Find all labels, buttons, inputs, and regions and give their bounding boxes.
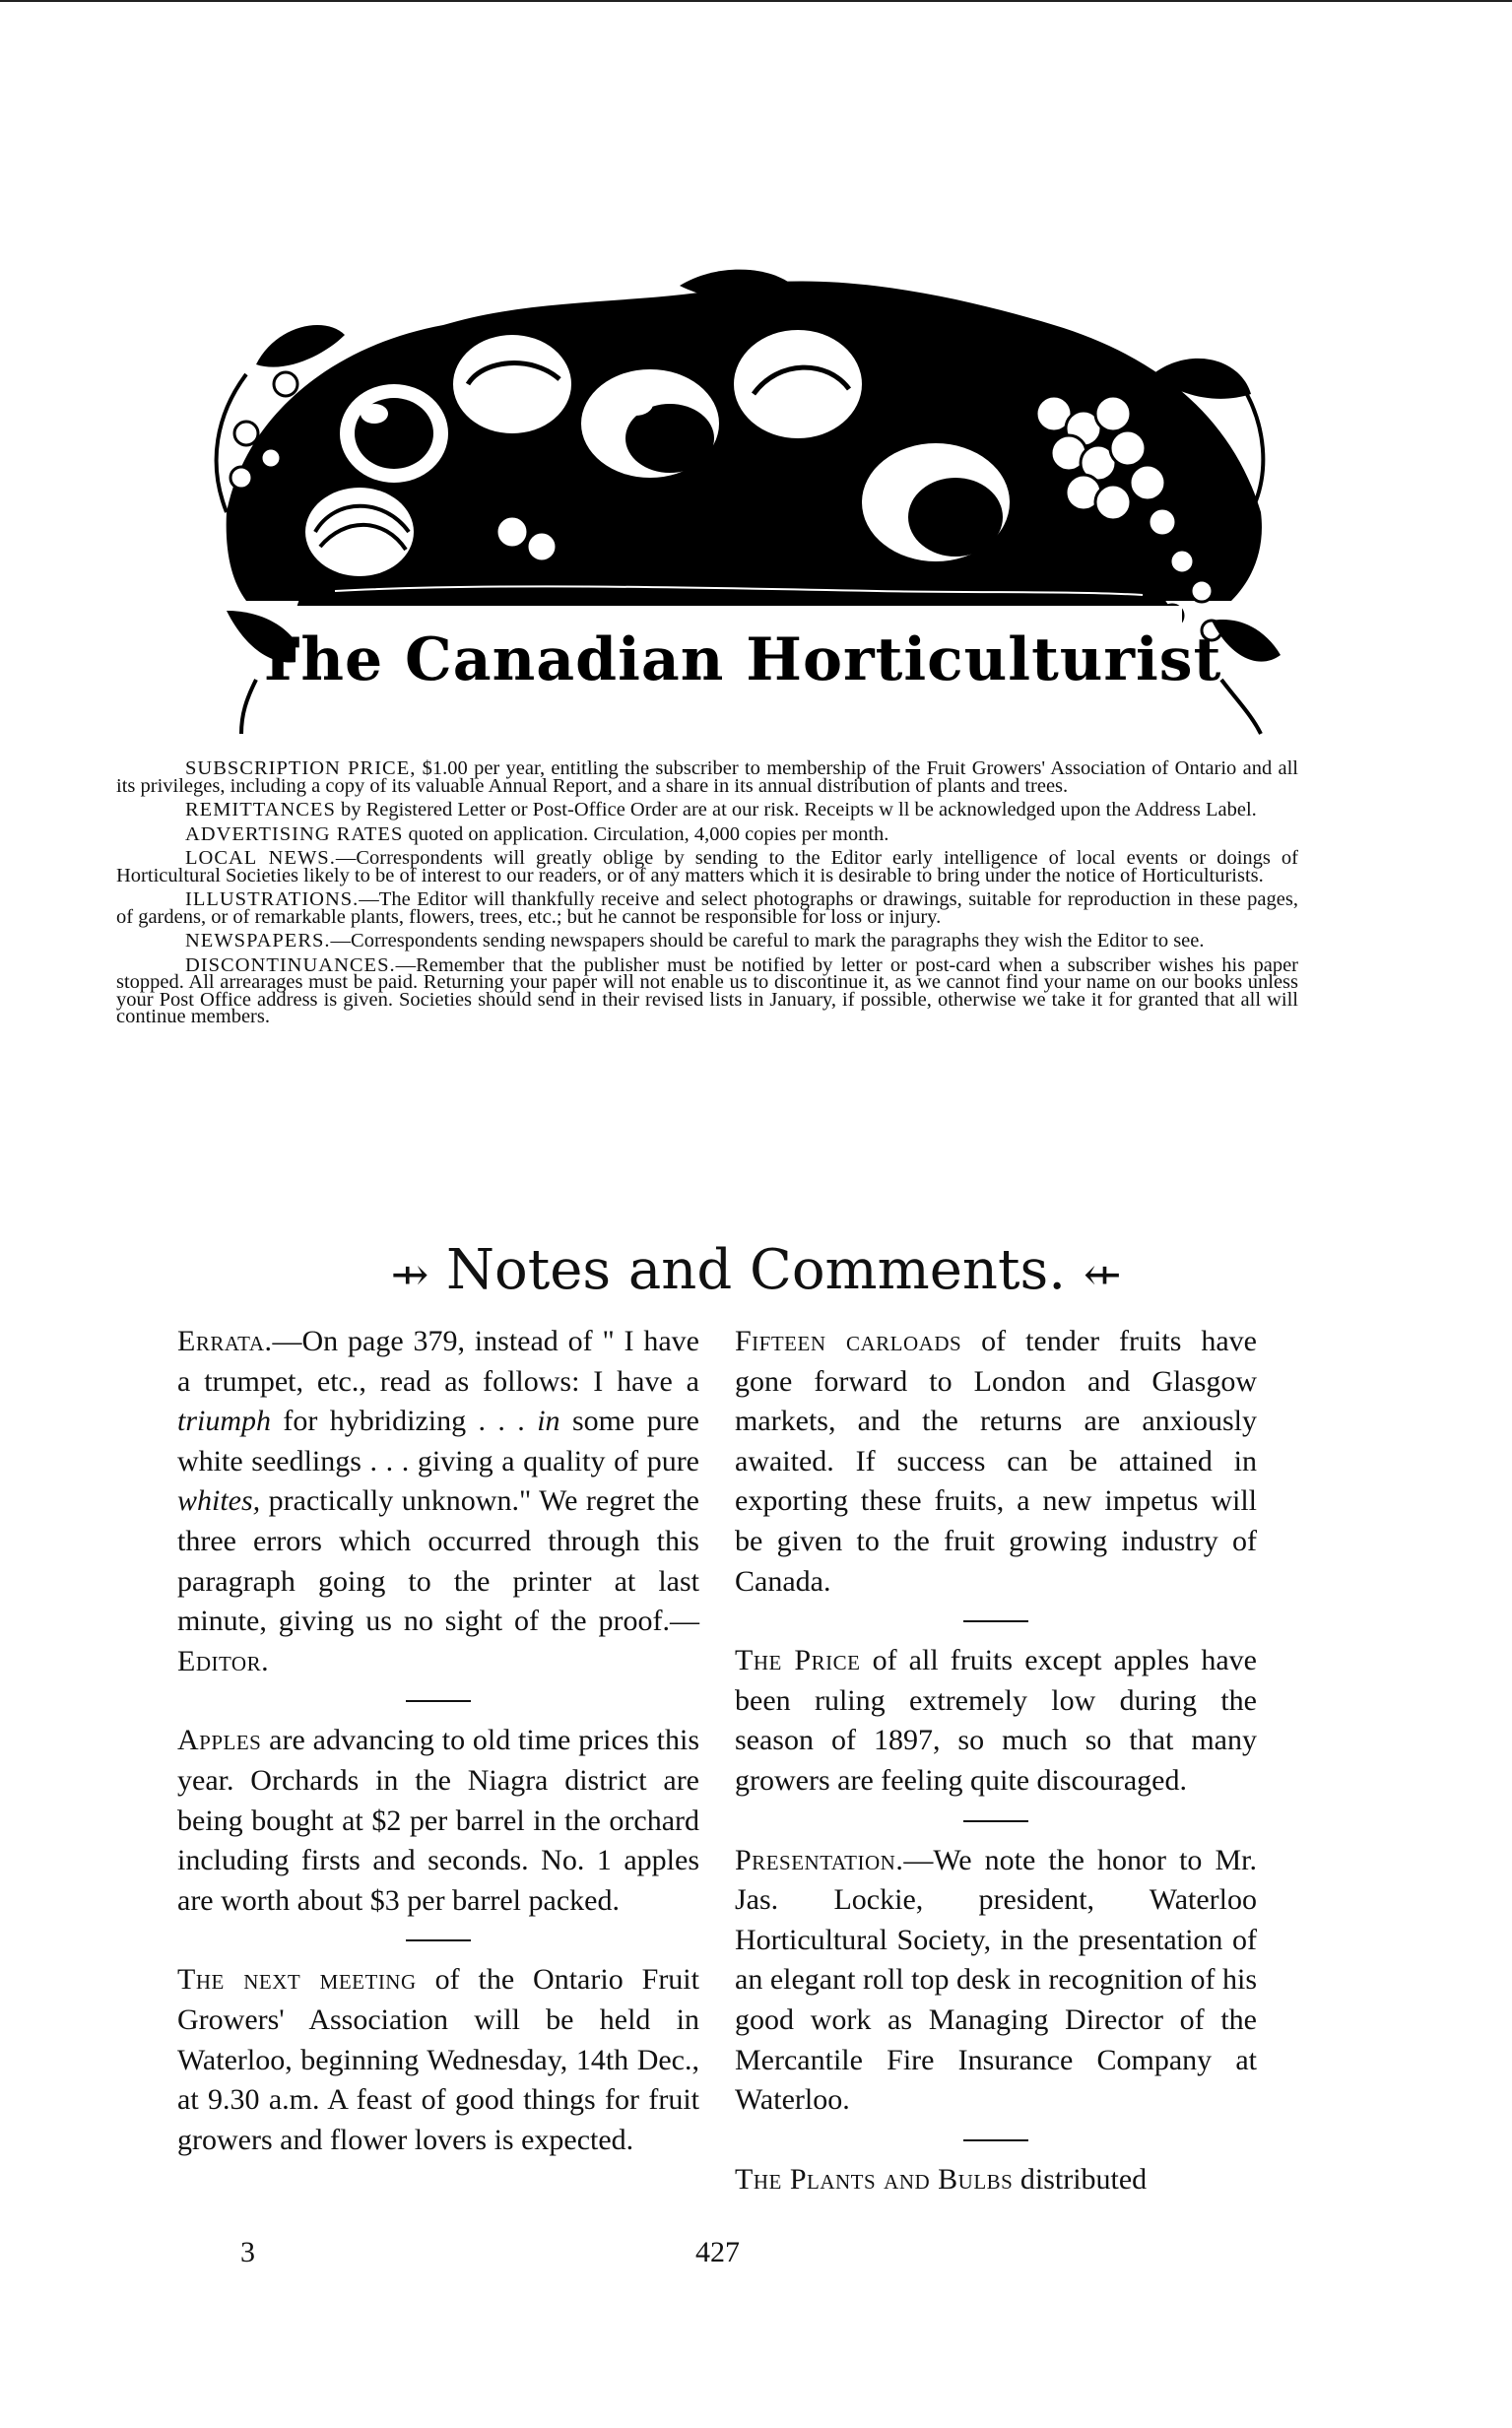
divider: [406, 1939, 471, 1941]
apples-paragraph: Apples are advancing to old time prices this year. Orchards in the Niagra district are being bought at $2 per barrel in the orchard including firsts and seconds. No. 1 apples are worth about $3 per barrel packed.: [177, 1724, 699, 1917]
divider: [406, 1700, 471, 1702]
price-paragraph: The Price of all fruits except apples have been ruling extremely low during the season of 1897, so much so that many growers are feeling quite discouraged.: [735, 1644, 1257, 1797]
carloads-paragraph: Fifteen carloads of tender fruits have gone forward to London and Glasgow markets, and the returns are anxiously awaited. If success can be attained in exporting these fruits, a new impetus will be given to the fruit growing industry of Canada.: [735, 1325, 1257, 1598]
subscription-notices: [116, 757, 1298, 1033]
notice-discontinuances: DISCONTINUANCES.—Remember that the publisher must be notified by letter or post-card when a subscriber wishes his paper stopped. All arrearages must be paid. Returning your paper will not enable us to discontinue it, as we cannot find your name on our books unless your Post Office address is given. Societies should send in their revised lists in January, if possible, otherwise we take it for granted that all will continue members.: [116, 953, 1298, 1027]
masthead-title: The Canadian Horticulturist: [255, 625, 1222, 694]
right-ornament-icon: ⇷: [1083, 1247, 1122, 1301]
notice-illustrations: ILLUSTRATIONS.—The Editor will thankfully receive and select photographs or drawings, suitable for reproduction in these pages, of gardens, or of remarkable plants, flowers, trees, etc.; but he cannot be responsible for loss or injury.: [116, 888, 1298, 928]
divider: [963, 1620, 1028, 1622]
divider: [963, 1820, 1028, 1822]
divider: [963, 2139, 1028, 2141]
next-meeting-paragraph: The next meeting of the Ontario Fruit Growers' Association will be held in Waterloo, beginning Wednesday, 14th Dec., at 9.30 a.m. A feast of good things for fruit growers and flower lovers is expected.: [177, 1963, 699, 2156]
presentation-paragraph: Presentation.—We note the honor to Mr. Jas. Lockie, president, Waterloo Horticultural Society, in the presentation of an elegant roll top desk in recognition of his good work as Managing Director of the Mercantile Fire Insurance Company at Waterloo.: [735, 1843, 1257, 2117]
notice-subscription: SUBSCRIPTION PRICE, $1.00 per year, entitling the subscriber to membership of the Fruit Growers' Association of Ontario and all its privileges, including a copy of its valuable Annual Report, and a share in its annual distribution of plants and trees.: [116, 757, 1298, 797]
top-rule: [0, 0, 1512, 2]
notice-advertising: ADVERTISING RATES quoted on application. Circulation, 4,000 copies per month.: [185, 822, 889, 845]
notice-remittances: REMITTANCES by Registered Letter or Post-Office Order are at our risk. Receipts w ll be acknowledged upon the Address Label.: [185, 799, 1257, 820]
left-ornament-icon: ⇸: [390, 1247, 429, 1301]
notice-local-news: LOCAL NEWS.—Correspondents will greatly oblige by sending to the Editor early intelligence of local events or doings of Horticultural Societies likely to be of interest to our readers, or of any matters which it is desirable to bring under the notice of Horticulturists.: [116, 847, 1298, 886]
notice-newspapers: NEWSPAPERS.—Correspondents sending newspapers should be careful to mark the paragraphs they wish the Editor to see.: [185, 930, 1205, 952]
errata-paragraph: Errata.—On page 379, instead of " I have a trumpet, etc., read as follows: I have a triumph for hybridizing . . . in some pure white seedlings . . . giving a quality of pure whites, practically unknown." We regret the three errors which occurred through this paragraph going to the printer at last minute, giving us no sight of the proof.—Editor.: [177, 1325, 699, 1677]
left-column: [177, 1322, 699, 2160]
masthead: [187, 266, 1290, 749]
plants-paragraph: The Plants and Bulbs distributed: [735, 2162, 1148, 2196]
page-number: 427: [695, 2236, 740, 2268]
signature-mark: 3: [240, 2236, 255, 2268]
section-title: Notes and Comments.: [445, 1238, 1066, 1302]
right-column: [735, 1322, 1257, 2199]
section-heading: [0, 1236, 1512, 1309]
